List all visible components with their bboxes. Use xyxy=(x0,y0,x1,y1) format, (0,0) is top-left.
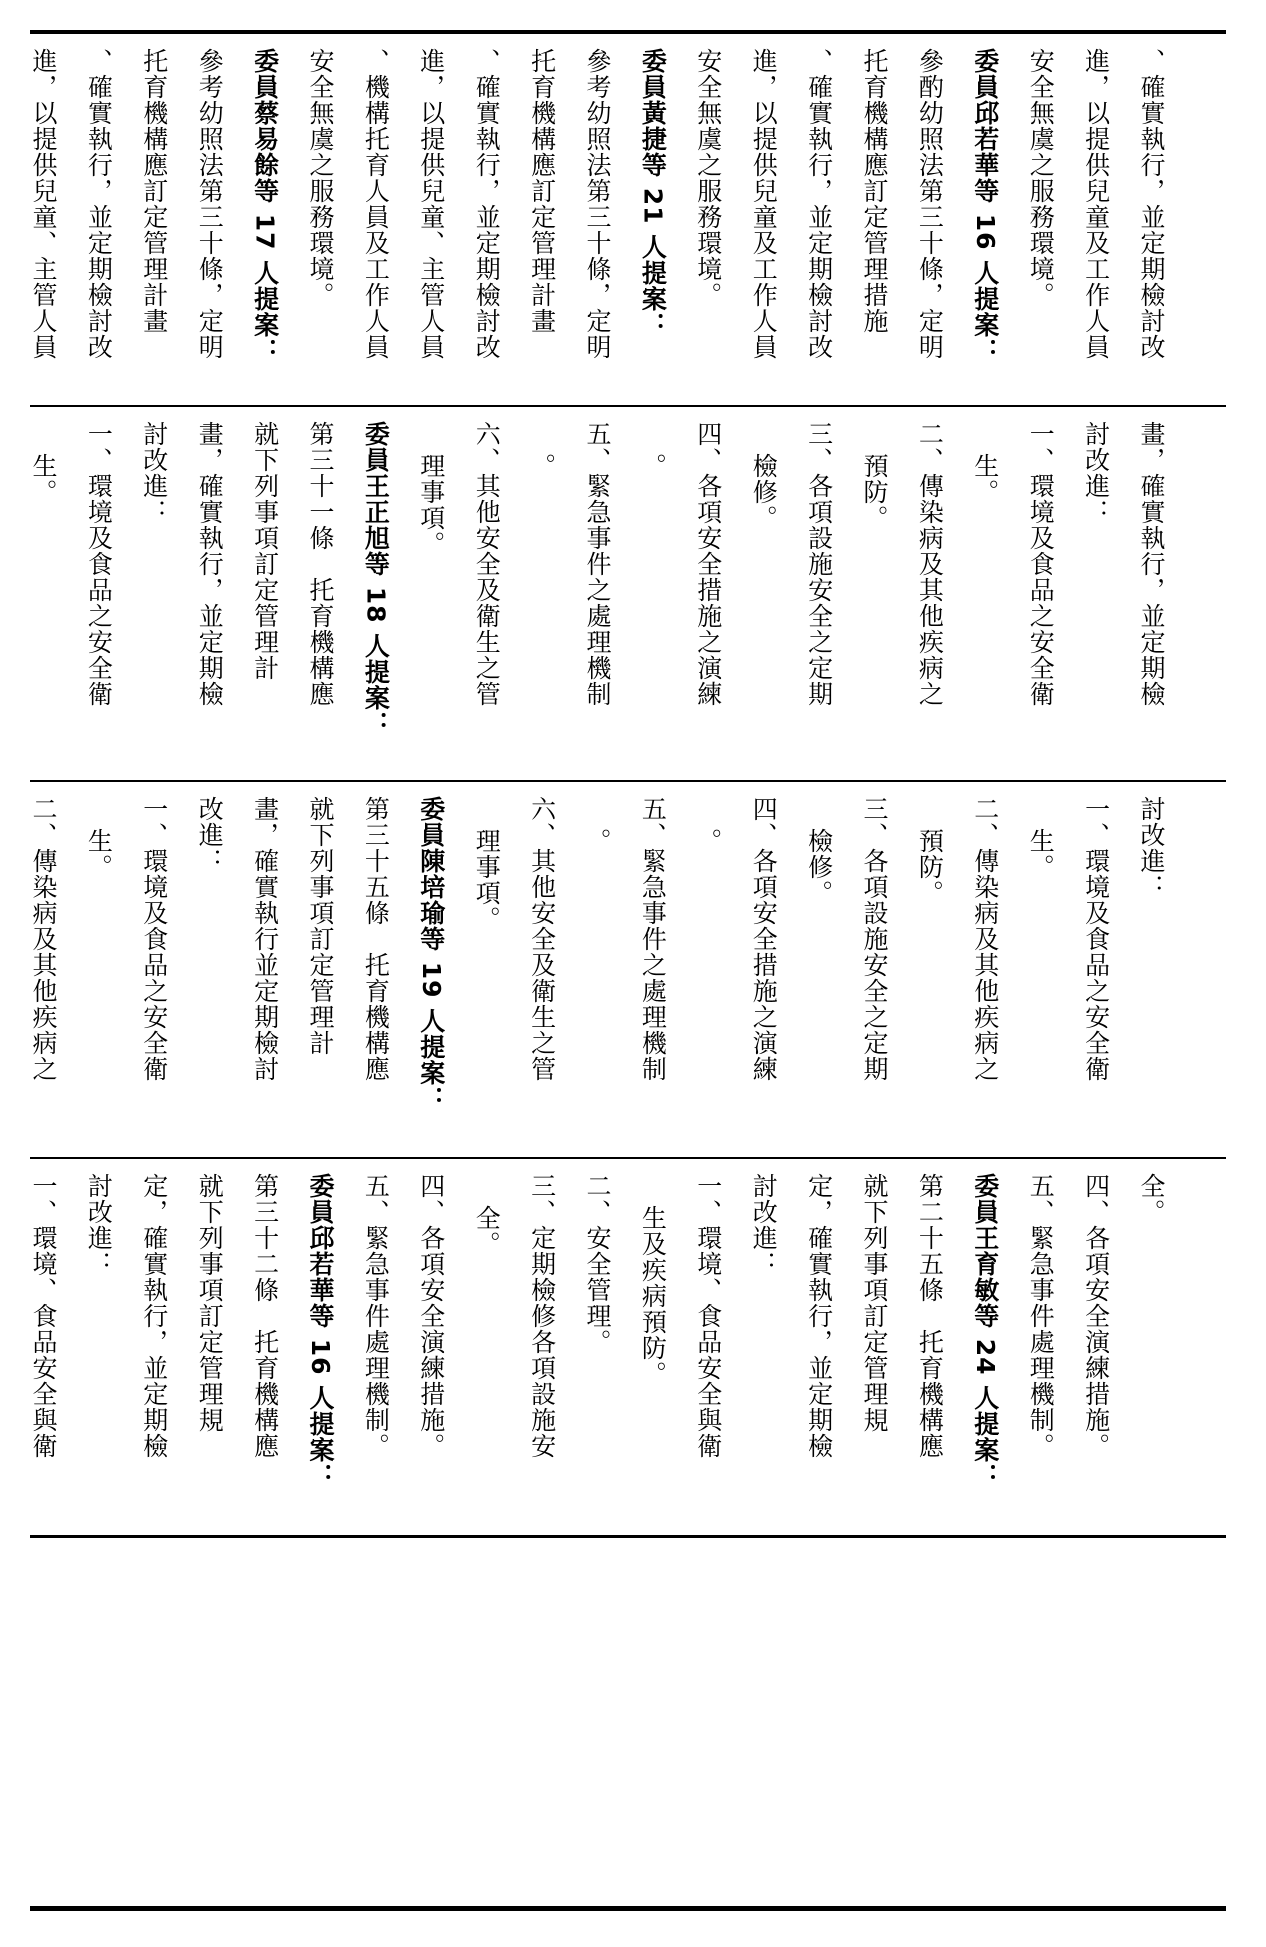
text-column: 生。 xyxy=(29,453,58,505)
text-column: 二、傳染病及其他疾病之 xyxy=(29,796,58,1082)
text-column: 畫，確實執行，並定期檢 xyxy=(195,421,225,707)
text-column: 進，以提供兒童及工作人員 xyxy=(749,48,779,360)
text-column: 三、定期檢修各項設施安 xyxy=(527,1173,557,1459)
text-column: 全。 xyxy=(472,1205,502,1257)
text-column: 全。 xyxy=(1137,1173,1166,1225)
text-column: 一、環境、食品安全與衛 xyxy=(29,1173,58,1459)
text-column: 一、環境及食品之安全衛 xyxy=(1026,421,1056,707)
text-column: 畫，確實執行並定期檢討 xyxy=(250,796,280,1082)
text-column: 預防。 xyxy=(915,828,945,906)
text-column: 二、傳染病及其他疾病之 xyxy=(970,796,1000,1082)
text-column: 四、各項安全措施之演練 xyxy=(749,796,779,1082)
text-column: 檢修。 xyxy=(804,828,834,906)
text-column: 第三十五條 托育機構應 xyxy=(361,796,391,1082)
text-column: 托育機構應訂定管理措施 xyxy=(860,48,889,334)
text-column: 進，以提供兒童、主管人員 xyxy=(416,48,446,360)
text-column: 六、其他安全及衛生之管 xyxy=(472,421,502,707)
text-column: 就下列事項訂定管理規 xyxy=(860,1173,889,1433)
text-column: 三、各項設施安全之定期 xyxy=(860,796,889,1082)
text-column: 改進： xyxy=(195,796,225,874)
text-column: 二、傳染病及其他疾病之 xyxy=(915,421,945,707)
text-column: 四、各項安全演練措施。 xyxy=(416,1173,446,1459)
text-column: 進，以提供兒童及工作人員 xyxy=(1081,48,1111,360)
text-column: 二、安全管理。 xyxy=(583,1173,612,1355)
text-column: 第二十五條 托育機構應 xyxy=(915,1173,945,1459)
proposal-heading: 委員陳培瑜等 19 人提案： xyxy=(416,796,446,1113)
proposal-heading: 委員王育敏等 24 人提案： xyxy=(970,1173,1000,1490)
text-column: 討改進： xyxy=(1137,796,1166,900)
text-column: 定，確實執行，並定期檢 xyxy=(804,1173,834,1459)
text-column: 。 xyxy=(693,828,723,854)
text-column: 、確實執行，並定期檢討改 xyxy=(804,48,834,360)
text-column: 參考幼照法第三十條，定明 xyxy=(583,48,612,360)
text-column: 、確實執行，並定期檢討改 xyxy=(1137,48,1166,360)
top-rule xyxy=(30,30,1226,34)
text-column: 生。 xyxy=(970,453,1000,505)
text-column: 一、環境及食品之安全衛 xyxy=(1081,796,1111,1082)
bottom-rule-upper xyxy=(30,1535,1226,1538)
text-column: 、確實執行，並定期檢討改 xyxy=(84,48,114,360)
text-column: 就下列事項訂定管理計 xyxy=(250,421,280,681)
text-column: 、確實執行，並定期檢討改 xyxy=(472,48,502,360)
text-section xyxy=(30,40,1226,400)
text-column: 畫，確實執行，並定期檢 xyxy=(1137,421,1166,707)
text-section xyxy=(30,1165,1226,1530)
text-column: 。 xyxy=(583,828,612,854)
text-column: 安全無虞之服務環境。 xyxy=(693,48,723,308)
text-column: 討改進： xyxy=(84,1173,114,1277)
text-column: 檢修。 xyxy=(749,453,779,531)
text-column: 、機構托育人員及工作人員 xyxy=(361,48,391,360)
text-column: 參考幼照法第三十條，定明 xyxy=(195,48,225,360)
text-column: 三、各項設施安全之定期 xyxy=(804,421,834,707)
text-column: 預防。 xyxy=(860,453,889,531)
text-section xyxy=(30,413,1226,775)
text-column: 托育機構應訂定管理計畫 xyxy=(527,48,557,334)
text-column: 就下列事項訂定管理規 xyxy=(195,1173,225,1433)
text-column: 五、緊急事件之處理機制 xyxy=(638,796,668,1082)
text-column: 五、緊急事件處理機制。 xyxy=(1026,1173,1056,1459)
text-column: 一、環境、食品安全與衛 xyxy=(693,1173,723,1459)
section-divider xyxy=(30,405,1226,407)
text-column: 進，以提供兒童、主管人員 xyxy=(29,48,58,360)
text-column: 討改進： xyxy=(749,1173,779,1277)
text-column: 理事項。 xyxy=(472,828,502,932)
text-column: 討改進： xyxy=(1081,421,1111,525)
text-column: 一、環境及食品之安全衛 xyxy=(139,796,169,1082)
text-column: 就下列事項訂定管理計 xyxy=(306,796,335,1056)
text-column: 五、緊急事件之處理機制 xyxy=(583,421,612,707)
text-column: 安全無虞之服務環境。 xyxy=(1026,48,1056,308)
text-column: 安全無虞之服務環境。 xyxy=(306,48,335,308)
proposal-heading: 委員邱若華等 16 人提案： xyxy=(970,48,1000,365)
text-column: 第三十一條 托育機構應 xyxy=(306,421,335,707)
text-column: 第三十二條 托育機構應 xyxy=(250,1173,280,1459)
text-column: 。 xyxy=(527,453,557,479)
text-column: 參酌幼照法第三十條，定明 xyxy=(915,48,945,360)
text-column: 定，確實執行，並定期檢 xyxy=(139,1173,169,1459)
text-column: 一、環境及食品之安全衛 xyxy=(84,421,114,707)
section-divider xyxy=(30,1157,1226,1159)
text-column: 討改進： xyxy=(139,421,169,525)
proposal-heading: 委員王正旭等 18 人提案： xyxy=(361,421,391,738)
text-column: 生。 xyxy=(1026,828,1056,880)
text-column: 生及疾病預防。 xyxy=(638,1205,668,1387)
text-column: 五、緊急事件處理機制。 xyxy=(361,1173,391,1459)
text-column: 四、各項安全演練措施。 xyxy=(1081,1173,1111,1459)
text-column: 四、各項安全措施之演練 xyxy=(693,421,723,707)
text-column: 生。 xyxy=(84,828,114,880)
proposal-heading: 委員邱若華等 16 人提案： xyxy=(306,1173,335,1490)
text-column: 。 xyxy=(638,453,668,479)
text-column: 托育機構應訂定管理計畫 xyxy=(139,48,169,334)
text-section xyxy=(30,788,1226,1152)
section-divider xyxy=(30,780,1226,782)
bottom-rule-lower xyxy=(30,1906,1226,1911)
text-column: 六、其他安全及衛生之管 xyxy=(527,796,557,1082)
proposal-heading: 委員黃捷等 21 人提案： xyxy=(638,48,668,339)
text-column: 理事項。 xyxy=(416,453,446,557)
proposal-heading: 委員蔡易餘等 17 人提案： xyxy=(250,48,280,365)
